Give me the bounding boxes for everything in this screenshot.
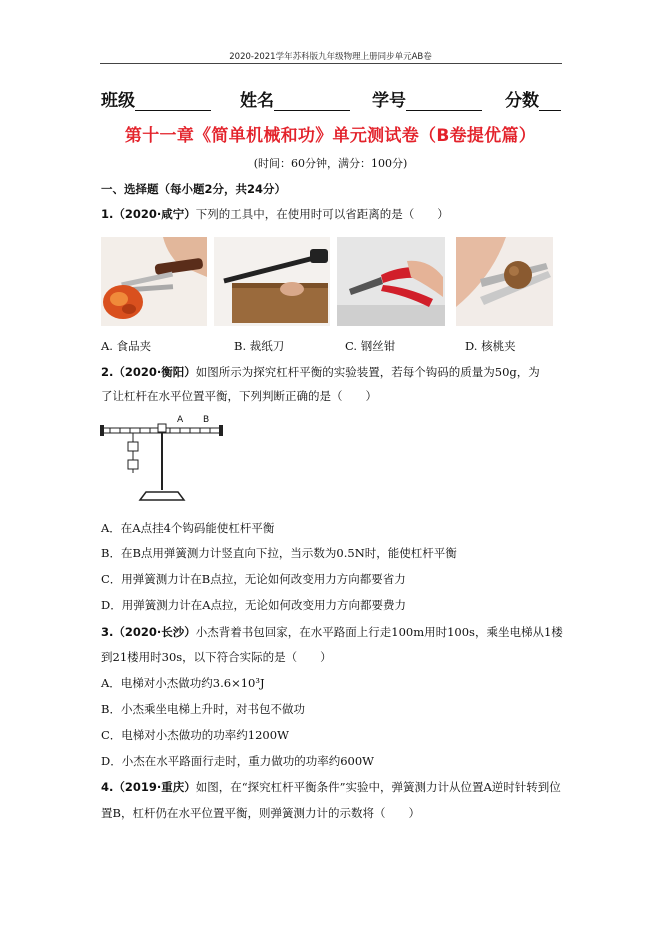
food-tongs-image bbox=[101, 237, 207, 326]
nutcracker-image bbox=[456, 237, 553, 326]
student-id-blank[interactable] bbox=[406, 94, 482, 111]
question-1-option-b[interactable] bbox=[234, 338, 284, 354]
page-header: 2020-2021学年苏科版九年级物理上册同步单元AB卷 bbox=[229, 52, 432, 62]
name-blank[interactable] bbox=[274, 94, 350, 111]
header-divider bbox=[100, 63, 562, 64]
wire-pliers-image bbox=[337, 237, 445, 326]
class-label: 班级 bbox=[101, 91, 135, 111]
paper-cutter-image bbox=[214, 237, 330, 326]
question-2-stem-line2: 了让杠杆在水平位置平衡，下列判断正确的是（ ） bbox=[101, 389, 377, 403]
question-1-number: 1. bbox=[101, 207, 114, 221]
question-2-stem bbox=[101, 365, 540, 379]
name-label: 姓名 bbox=[240, 91, 274, 111]
question-3-option-c[interactable]: C．电梯对小杰做功的功率约1200W bbox=[101, 728, 289, 742]
question-3-stem bbox=[101, 625, 563, 639]
student-id-label: 学号 bbox=[372, 91, 406, 111]
option-c-text: 钢丝钳 bbox=[360, 339, 396, 353]
question-1-text: 下列的工具中，在使用时可以省距离的是（ ） bbox=[195, 207, 449, 221]
class-blank[interactable] bbox=[135, 94, 211, 111]
score-field bbox=[505, 86, 561, 111]
option-d-letter: D. bbox=[465, 339, 478, 353]
lever-figure bbox=[100, 415, 225, 506]
question-4-stem-line2: 置B，杠杆仍在水平位置平衡，则弹簧测力计的示数将（ ） bbox=[101, 806, 420, 820]
question-3-stem-line2: 到21楼用时30s，以下符合实际的是（ ） bbox=[101, 650, 332, 664]
exam-title: 第十一章《简单机械和功》单元测试卷（B卷提优篇） bbox=[124, 126, 537, 146]
question-3-number: 3. bbox=[101, 625, 114, 639]
option-b-text: 裁纸刀 bbox=[249, 339, 285, 353]
name-field bbox=[240, 86, 350, 111]
option-d-text: 核桃夹 bbox=[481, 339, 516, 353]
question-2-option-b[interactable]: B．在B点用弹簧测力计竖直向下拉，当示数为0.5N时，能使杠杆平衡 bbox=[101, 546, 457, 560]
question-1-stem bbox=[101, 207, 449, 221]
question-1-option-d[interactable] bbox=[465, 338, 516, 354]
question-2-option-a[interactable]: A．在A点挂4个钩码能使杠杆平衡 bbox=[101, 521, 275, 535]
question-3-text-line1: 小杰背着书包回家，在水平路面上行走100m用时100s，乘坐电梯从1楼 bbox=[195, 625, 563, 639]
question-1-source: （2020·咸宁） bbox=[113, 207, 196, 221]
section-title: 一、选择题（每小题2分，共24分） bbox=[101, 182, 287, 196]
lever-point-b-label: B bbox=[203, 415, 210, 425]
question-1-option-a[interactable] bbox=[101, 338, 151, 354]
question-3-option-d[interactable]: D．小杰在水平路面行走时，重力做功的功率约600W bbox=[101, 754, 374, 768]
score-blank[interactable] bbox=[539, 94, 561, 111]
student-id-field bbox=[372, 86, 482, 111]
score-label: 分数 bbox=[505, 91, 539, 111]
question-2-option-c[interactable]: C．用弹簧测力计在B点拉，无论如何改变用力方向都要省力 bbox=[101, 572, 406, 586]
option-a-letter: A. bbox=[101, 339, 113, 353]
lever-point-a-label: A bbox=[177, 415, 184, 425]
question-1-option-c[interactable] bbox=[345, 338, 395, 354]
option-c-letter: C. bbox=[345, 339, 358, 353]
question-4-number: 4. bbox=[101, 780, 114, 794]
question-2-number: 2. bbox=[101, 365, 114, 379]
question-2-text-line1: 如图所示为探究杠杆平衡的实验装置，若每个钩码的质量为50g，为 bbox=[195, 365, 540, 379]
option-b-letter: B. bbox=[234, 339, 247, 353]
question-2-option-d[interactable]: D．用弹簧测力计在A点拉，无论如何改变用力方向都要费力 bbox=[101, 598, 407, 612]
question-3-source: （2020·长沙） bbox=[113, 625, 196, 639]
question-4-text-line1: 如图，在“探究杠杆平衡条件”实验中，弹簧测力计从位置A逆时针转到位 bbox=[195, 780, 561, 794]
question-3-option-b[interactable]: B．小杰乘坐电梯上升时，对书包不做功 bbox=[101, 702, 305, 716]
option-a-text: 食品夹 bbox=[116, 339, 152, 353]
question-3-option-a[interactable]: A．电梯对小杰做功约3.6×10³J bbox=[101, 676, 265, 690]
class-field bbox=[101, 86, 211, 111]
question-4-source: （2019·重庆） bbox=[113, 780, 196, 794]
exam-subtitle: (时间：60分钟，满分：100分) bbox=[253, 157, 408, 170]
question-4-stem bbox=[101, 780, 561, 794]
question-2-source: （2020·衡阳） bbox=[113, 365, 196, 379]
